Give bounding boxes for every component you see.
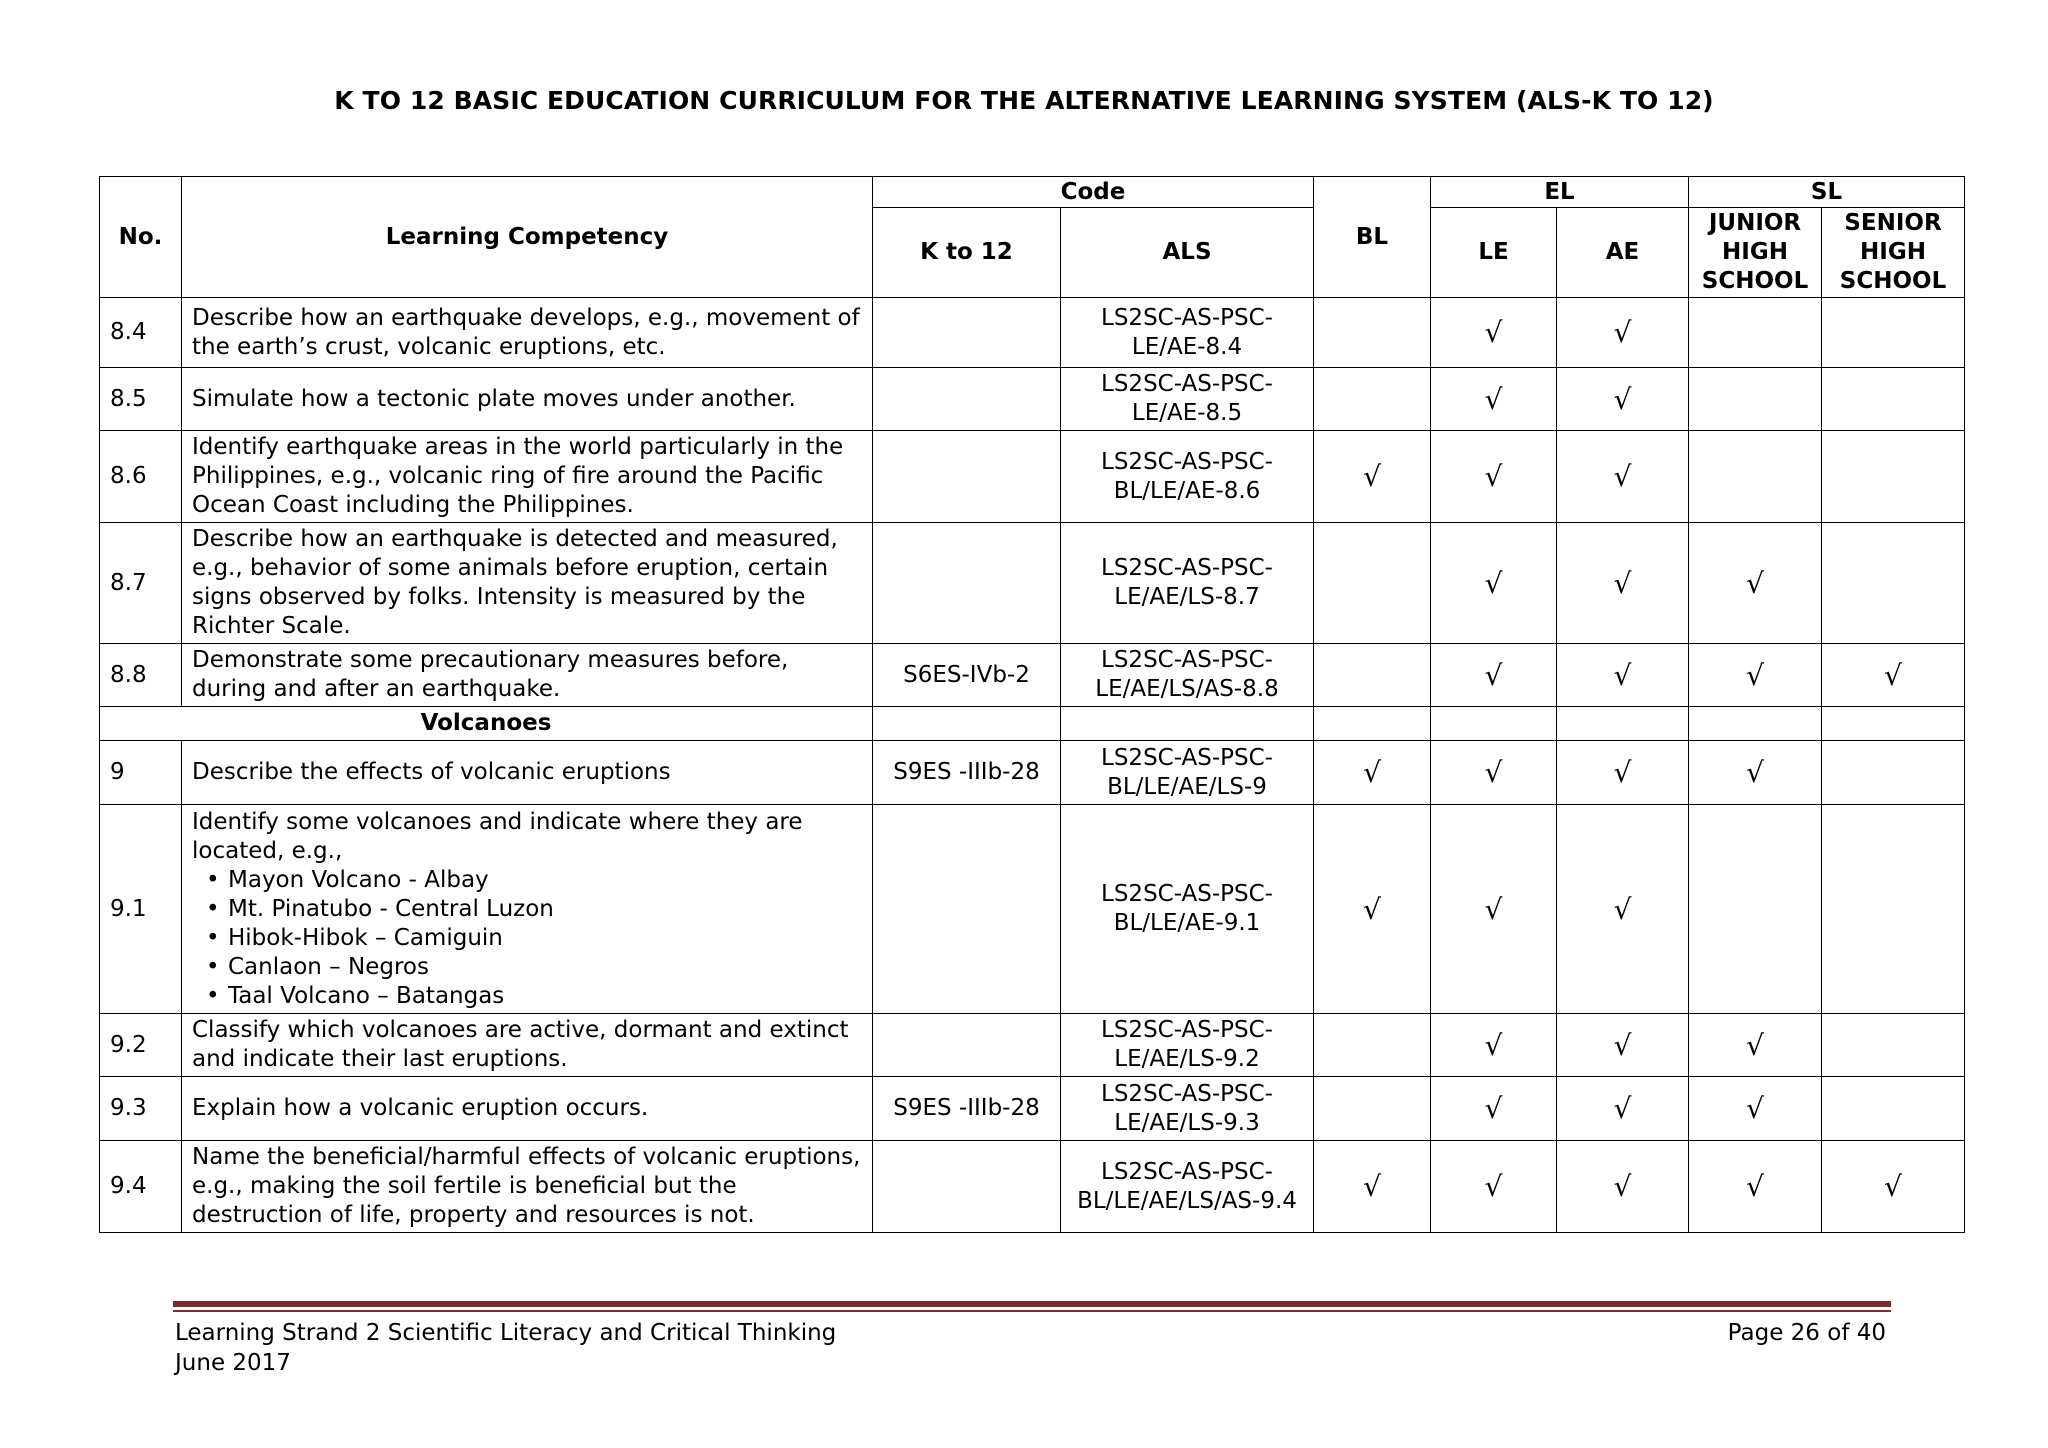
als-code: LS2SC-AS-PSC-LE/AE-8.4 — [1061, 298, 1314, 368]
ae-check: √ — [1557, 431, 1689, 523]
jhs-check — [1689, 298, 1822, 368]
learning-competency: Describe how an earthquake develops, e.g., movement of the earth’s crust, volcanic eruptions, etc. — [182, 298, 873, 368]
footer-rule — [173, 1301, 1891, 1307]
footer-rule-thin — [173, 1310, 1891, 1312]
k12-code — [873, 1014, 1061, 1077]
curriculum-table — [99, 176, 1965, 1233]
ae-check: √ — [1557, 805, 1689, 1014]
le-check: √ — [1431, 644, 1557, 707]
k12-code — [873, 298, 1061, 368]
ae-check: √ — [1557, 368, 1689, 431]
empty-cell — [1314, 707, 1431, 741]
als-code: LS2SC-AS-PSC-LE/AE-8.5 — [1061, 368, 1314, 431]
jhs-check: √ — [1689, 523, 1822, 644]
jhs-check: √ — [1689, 1077, 1822, 1141]
row-number: 9.1 — [100, 805, 182, 1014]
footer-page-number: Page 26 of 40 — [1727, 1320, 1886, 1346]
header-junior-high-school: JUNIOR HIGH SCHOOL — [1689, 208, 1822, 298]
header-sl: SL — [1689, 177, 1965, 208]
jhs-check — [1689, 805, 1822, 1014]
row-number: 8.4 — [100, 298, 182, 368]
table-row — [100, 368, 1965, 431]
ae-check: √ — [1557, 1014, 1689, 1077]
learning-competency — [182, 805, 873, 1014]
le-check: √ — [1431, 741, 1557, 805]
bl-check — [1314, 1077, 1431, 1141]
list-item: • Mt. Pinatubo - Central Luzon — [228, 895, 862, 924]
bl-check: √ — [1314, 1141, 1431, 1233]
ae-check: √ — [1557, 644, 1689, 707]
k12-code — [873, 368, 1061, 431]
bl-check — [1314, 298, 1431, 368]
shs-check — [1822, 298, 1965, 368]
jhs-check: √ — [1689, 644, 1822, 707]
shs-check — [1822, 523, 1965, 644]
row-number: 8.5 — [100, 368, 182, 431]
le-check: √ — [1431, 1141, 1557, 1233]
bl-check — [1314, 1014, 1431, 1077]
jhs-check — [1689, 368, 1822, 431]
als-code: LS2SC-AS-PSC-LE/AE/LS-9.2 — [1061, 1014, 1314, 1077]
als-code: LS2SC-AS-PSC-LE/AE/LS/AS-8.8 — [1061, 644, 1314, 707]
learning-competency: Describe the effects of volcanic eruptions — [182, 741, 873, 805]
learning-competency: Explain how a volcanic eruption occurs. — [182, 1077, 873, 1141]
row-number: 8.7 — [100, 523, 182, 644]
section-heading-volcanoes: Volcanoes — [100, 707, 873, 741]
learning-competency: Demonstrate some precautionary measures before, during and after an earthquake. — [182, 644, 873, 707]
bl-check — [1314, 644, 1431, 707]
le-check: √ — [1431, 368, 1557, 431]
learning-competency: Identify earthquake areas in the world particularly in the Philippines, e.g., volcanic ring of fire around the Pacific Ocean Coast including the Philippines. — [182, 431, 873, 523]
header-k-to-12: K to 12 — [873, 208, 1061, 298]
als-code: LS2SC-AS-PSC-BL/LE/AE-8.6 — [1061, 431, 1314, 523]
shs-check — [1822, 431, 1965, 523]
learning-competency: Classify which volcanoes are active, dormant and extinct and indicate their last eruptions. — [182, 1014, 873, 1077]
table-row — [100, 431, 1965, 523]
row-number: 9.4 — [100, 1141, 182, 1233]
competency-intro: Identify some volcanoes and indicate where they are located, e.g., — [192, 808, 803, 864]
empty-cell — [1689, 707, 1822, 741]
learning-competency: Simulate how a tectonic plate moves under another. — [182, 368, 873, 431]
ae-check: √ — [1557, 298, 1689, 368]
le-check: √ — [1431, 431, 1557, 523]
table-row — [100, 1141, 1965, 1233]
empty-cell — [1557, 707, 1689, 741]
row-number: 8.8 — [100, 644, 182, 707]
table-row — [100, 1014, 1965, 1077]
le-check: √ — [1431, 523, 1557, 644]
le-check: √ — [1431, 1014, 1557, 1077]
learning-competency: Describe how an earthquake is detected and measured, e.g., behavior of some animals before eruption, certain signs observed by folks. Intensity is measured by the Richter Scale. — [182, 523, 873, 644]
als-code: LS2SC-AS-PSC-LE/AE/LS-9.3 — [1061, 1077, 1314, 1141]
k12-code: S9ES -IIIb-28 — [873, 1077, 1061, 1141]
ae-check: √ — [1557, 523, 1689, 644]
list-item: • Hibok-Hibok – Camiguin — [228, 924, 862, 953]
k12-code — [873, 805, 1061, 1014]
jhs-check: √ — [1689, 741, 1822, 805]
k12-code — [873, 431, 1061, 523]
footer-date: June 2017 — [175, 1350, 291, 1376]
empty-cell — [1061, 707, 1314, 741]
shs-check — [1822, 368, 1965, 431]
table-row — [100, 298, 1965, 368]
als-code: LS2SC-AS-PSC-BL/LE/AE/LS/AS-9.4 — [1061, 1141, 1314, 1233]
empty-cell — [873, 707, 1061, 741]
table-row — [100, 805, 1965, 1014]
jhs-check — [1689, 431, 1822, 523]
header-bl: BL — [1314, 177, 1431, 298]
header-code: Code — [873, 177, 1314, 208]
bl-check: √ — [1314, 431, 1431, 523]
jhs-check: √ — [1689, 1014, 1822, 1077]
volcano-list — [192, 866, 862, 1011]
header-als: ALS — [1061, 208, 1314, 298]
table-row — [100, 741, 1965, 805]
k12-code: S9ES -IIIb-28 — [873, 741, 1061, 805]
table-row — [100, 644, 1965, 707]
le-check: √ — [1431, 1077, 1557, 1141]
bl-check: √ — [1314, 741, 1431, 805]
empty-cell — [1822, 707, 1965, 741]
k12-code: S6ES-IVb-2 — [873, 644, 1061, 707]
bl-check: √ — [1314, 805, 1431, 1014]
section-row — [100, 707, 1965, 741]
shs-check: √ — [1822, 644, 1965, 707]
shs-check — [1822, 1077, 1965, 1141]
shs-check — [1822, 741, 1965, 805]
list-item: • Canlaon – Negros — [228, 953, 862, 982]
als-code: LS2SC-AS-PSC-BL/LE/AE-9.1 — [1061, 805, 1314, 1014]
empty-cell — [1431, 707, 1557, 741]
header-no: No. — [100, 177, 182, 298]
learning-competency: Name the beneficial/harmful effects of volcanic eruptions, e.g., making the soil fertile is beneficial but the destruction of life, property and resources is not. — [182, 1141, 873, 1233]
ae-check: √ — [1557, 741, 1689, 805]
shs-check: √ — [1822, 1141, 1965, 1233]
list-item: • Mayon Volcano - Albay — [228, 866, 862, 895]
ae-check: √ — [1557, 1077, 1689, 1141]
k12-code — [873, 1141, 1061, 1233]
le-check: √ — [1431, 805, 1557, 1014]
shs-check — [1822, 805, 1965, 1014]
als-code: LS2SC-AS-PSC-LE/AE/LS-8.7 — [1061, 523, 1314, 644]
als-code: LS2SC-AS-PSC-BL/LE/AE/LS-9 — [1061, 741, 1314, 805]
jhs-check: √ — [1689, 1141, 1822, 1233]
table-row — [100, 523, 1965, 644]
bl-check — [1314, 368, 1431, 431]
footer-left — [175, 1318, 836, 1378]
table-row — [100, 1077, 1965, 1141]
row-number: 9.2 — [100, 1014, 182, 1077]
footer-learning-strand: Learning Strand 2 Scientific Literacy and Critical Thinking — [175, 1320, 837, 1346]
shs-check — [1822, 1014, 1965, 1077]
header-learning-competency: Learning Competency — [182, 177, 873, 298]
header-senior-high-school: SENIOR HIGH SCHOOL — [1822, 208, 1965, 298]
ae-check: √ — [1557, 1141, 1689, 1233]
row-number: 9 — [100, 741, 182, 805]
header-el: EL — [1431, 177, 1689, 208]
row-number: 8.6 — [100, 431, 182, 523]
row-number: 9.3 — [100, 1077, 182, 1141]
le-check: √ — [1431, 298, 1557, 368]
header-le: LE — [1431, 208, 1557, 298]
header-ae: AE — [1557, 208, 1689, 298]
list-item: • Taal Volcano – Batangas — [228, 982, 862, 1011]
k12-code — [873, 523, 1061, 644]
document-title: K TO 12 BASIC EDUCATION CURRICULUM FOR THE ALTERNATIVE LEARNING SYSTEM (ALS-K TO 12) — [334, 86, 1714, 115]
bl-check — [1314, 523, 1431, 644]
